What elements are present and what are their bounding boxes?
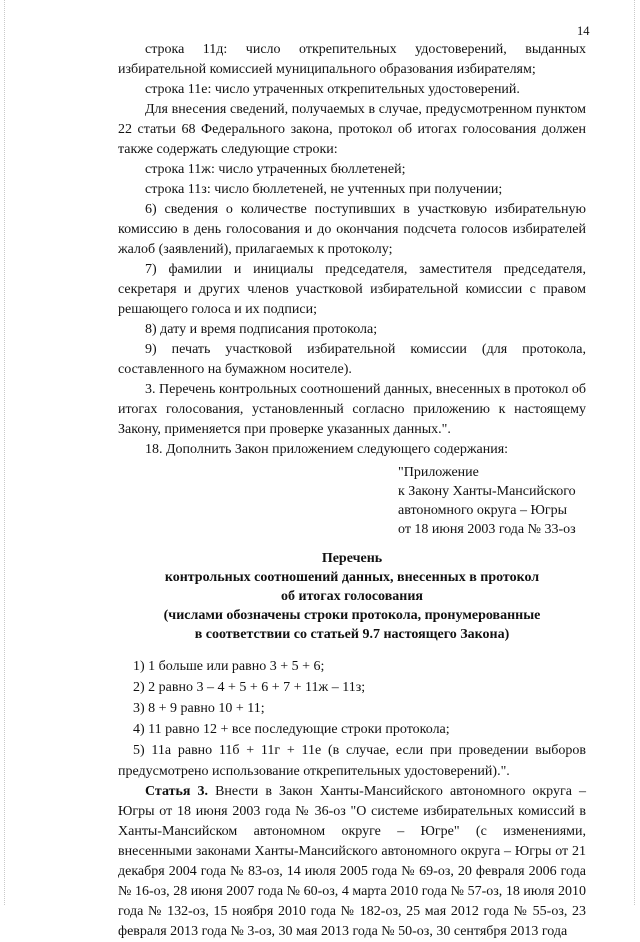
article-paragraph — [118, 782, 586, 942]
appendix-line: от 18 июня 2003 года № 33-оз — [398, 522, 576, 537]
article-text: Внести в Закон Ханты-Мансийского автономного округа – Югры от 18 июня 2003 года № 36-оз "О системе избирательных комиссий в Ханты-Мансийском автономном округе – Югре" (с изменениями, внесенными законами Ханты-Мансийского автономного округа – Югры от 21 декабря 2004 года № 83-оз, 14 июля 2005 года № 69-оз, 20 февраля 2006 года № 16-оз, 28 июня 2007 года № 60-оз, 4 марта 2010 года № 57-оз, 18 июля 2010 года № 132-оз, 15 ноября 2010 года № 182-оз, 25 мая 2012 года № 55-оз, 23 февраля 2013 года № 3-оз, 30 мая 2013 года № 50-оз, 30 сентября 2013 года — [118, 784, 586, 939]
paragraph: 9) печать участковой избирательной комиссии (для протокола, составленного на бумажном носителе). — [118, 342, 586, 377]
paragraph: 3. Перечень контрольных соотношений данных, внесенных в протокол об итогах голосования, установленный согласно приложению к настоящему Закону, применяется при проверке указанных данных.". — [118, 382, 586, 437]
scan-edge-left — [4, 0, 6, 905]
page-number: 14 — [577, 24, 590, 38]
title-line: Перечень — [321, 551, 383, 566]
ratio-list — [118, 656, 586, 782]
paragraph: строка 11ж: число утраченных бюллетеней; — [145, 162, 406, 177]
paragraph: Для внесения сведений, получаемых в случае, предусмотренном пунктом 22 статьи 68 Федерального закона, протокол об итогах голосования должен также содержать следующие строки: — [118, 102, 586, 157]
appendix-header — [398, 463, 586, 539]
appendix-title — [118, 549, 586, 644]
title-line: об итогах голосования — [281, 589, 423, 604]
paragraph: строка 11е: число утраченных открепительных удостоверений. — [145, 82, 520, 97]
paragraph: 18. Дополнить Закон приложением следующего содержания: — [145, 442, 509, 457]
list-item: 1) 1 больше или равно 3 + 5 + 6; — [133, 659, 325, 674]
list-item: 2) 2 равно 3 – 4 + 5 + 6 + 7 + 11ж – 11з; — [133, 680, 366, 695]
list-item: 3) 8 + 9 равно 10 + 11; — [133, 701, 265, 716]
title-line: контрольных соотношений данных, внесенных в протокол — [164, 570, 540, 585]
list-item: 4) 11 равно 12 + все последующие строки протокола; — [133, 722, 450, 737]
title-line: в соответствии со статьей 9.7 настоящего Закона) — [194, 627, 510, 642]
document-body — [118, 40, 586, 942]
title-line: (числами обозначены строки протокола, пронумерованные — [163, 608, 541, 623]
paragraph: 6) сведения о количестве поступивших в участковую избирательную комиссию в день голосования и до окончания подсчета голосов избирателей жалоб (заявлений), прилагаемых к протоколу; — [118, 202, 586, 257]
appendix-line: "Приложение — [398, 465, 479, 480]
paragraph: 7) фамилии и инициалы председателя, заместителя председателя, секретаря и других членов участковой избирательной комиссии с правом решающего голоса и их подписи; — [118, 262, 586, 317]
paragraph: строка 11д: число открепительных удостоверений, выданных избирательной комиссией муниципального образования избирателям; — [118, 42, 586, 77]
scan-edge-right — [634, 0, 636, 905]
paragraph: 8) дату и время подписания протокола; — [145, 322, 378, 337]
paragraph: строка 11з: число бюллетеней, не учтенных при получении; — [145, 182, 503, 197]
appendix-line: к Закону Ханты-Мансийского — [398, 484, 576, 499]
appendix-line: автономного округа – Югры — [398, 503, 567, 518]
list-item: 5) 11а равно 11б + 11г + 11е (в случае, если при проведении выборов предусмотрено использование открепительных удостоверений).". — [118, 743, 586, 779]
article-label: Статья 3. — [145, 784, 209, 799]
